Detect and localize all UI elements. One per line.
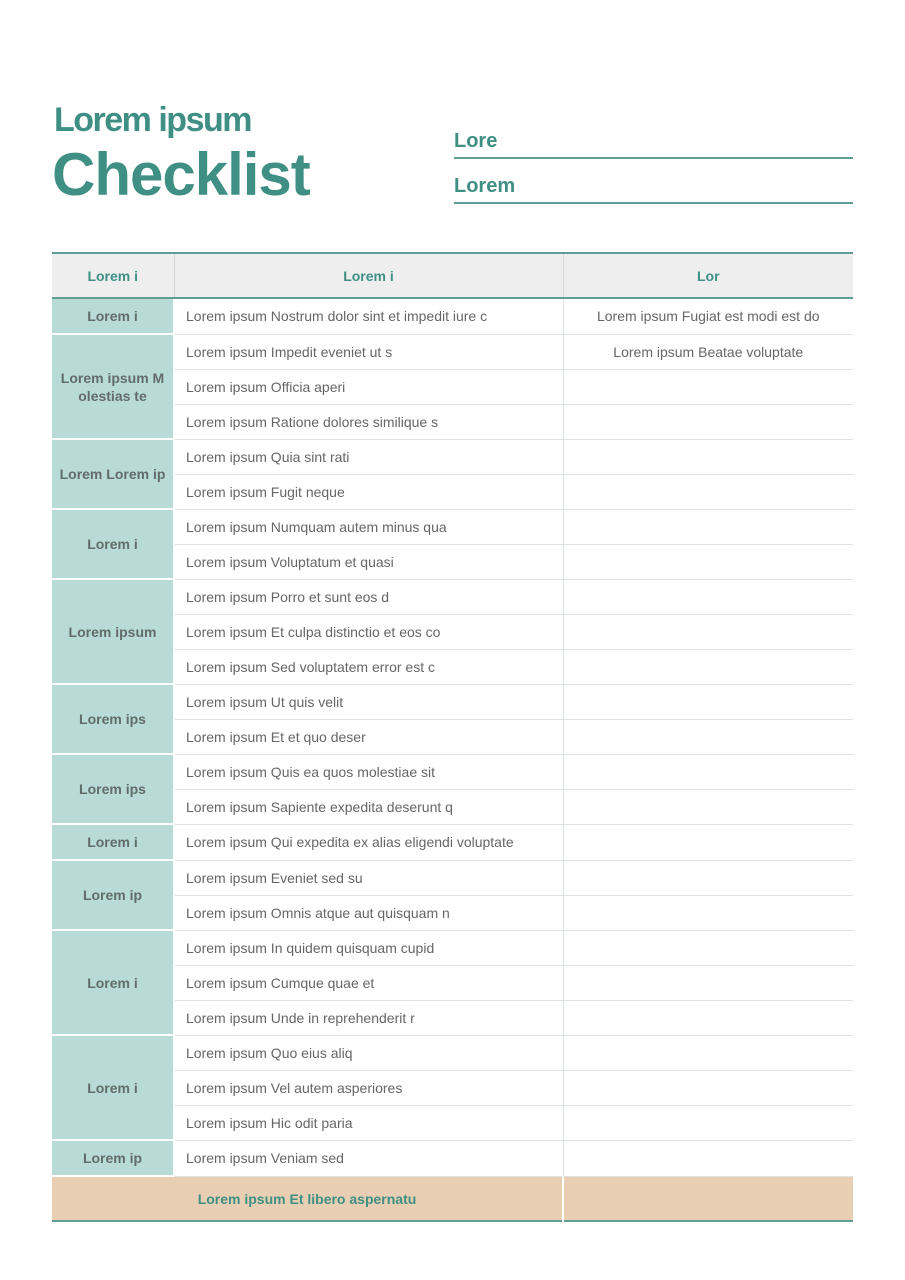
column-header-note: Lor xyxy=(563,253,853,298)
page-subtitle: Lorem ipsum xyxy=(54,101,251,139)
table-row xyxy=(52,930,853,965)
note-cell[interactable] xyxy=(563,614,853,649)
field-line-1[interactable] xyxy=(454,128,853,159)
checklist-item[interactable]: Lorem ipsum Vel autem asperiores xyxy=(174,1070,563,1105)
category-cell: Lorem i xyxy=(52,298,174,334)
note-cell[interactable] xyxy=(563,404,853,439)
checklist-item[interactable]: Lorem ipsum Sed voluptatem error est c xyxy=(174,649,563,684)
checklist-item[interactable]: Lorem ipsum Qui expedita ex alias eligendi voluptate xyxy=(174,824,563,860)
note-cell[interactable] xyxy=(563,579,853,614)
table-row xyxy=(52,754,853,789)
category-cell: Lorem i xyxy=(52,824,174,860)
note-cell[interactable]: Lorem ipsum Fugiat est modi est do xyxy=(563,298,853,334)
category-cell: Lorem ipsum xyxy=(52,579,174,684)
checklist-item[interactable]: Lorem ipsum Omnis atque aut quisquam n xyxy=(174,895,563,930)
checklist-item[interactable]: Lorem ipsum Numquam autem minus qua xyxy=(174,509,563,544)
checklist-item[interactable]: Lorem ipsum Ut quis velit xyxy=(174,684,563,719)
note-cell[interactable] xyxy=(563,1000,853,1035)
note-cell[interactable] xyxy=(563,544,853,579)
note-cell[interactable] xyxy=(563,965,853,1000)
note-cell[interactable] xyxy=(563,684,853,719)
checklist-item[interactable]: Lorem ipsum Quo eius aliq xyxy=(174,1035,563,1070)
checklist-item[interactable]: Lorem ipsum Fugit neque xyxy=(174,474,563,509)
table-row xyxy=(52,579,853,614)
note-cell[interactable] xyxy=(563,439,853,474)
table-row xyxy=(52,860,853,895)
checklist-item[interactable]: Lorem ipsum Unde in reprehenderit r xyxy=(174,1000,563,1035)
table-row xyxy=(52,1035,853,1070)
category-cell: Lorem i xyxy=(52,930,174,1035)
checklist-body xyxy=(52,298,853,1176)
category-cell: Lorem ip xyxy=(52,1140,174,1176)
note-cell[interactable] xyxy=(563,860,853,895)
category-cell: Lorem Lorem ip xyxy=(52,439,174,509)
table-row xyxy=(52,509,853,544)
field-line-2[interactable] xyxy=(454,173,853,204)
note-cell[interactable] xyxy=(563,754,853,789)
column-header-category: Lorem i xyxy=(52,253,174,298)
footer-row xyxy=(52,1176,853,1221)
table-row xyxy=(52,298,853,334)
note-cell[interactable] xyxy=(563,1070,853,1105)
checklist-item[interactable]: Lorem ipsum Quia sint rati xyxy=(174,439,563,474)
table-row xyxy=(52,334,853,369)
checklist-item[interactable]: Lorem ipsum Nostrum dolor sint et impedit iure c xyxy=(174,298,563,334)
note-cell[interactable] xyxy=(563,649,853,684)
checklist-item[interactable]: Lorem ipsum Cumque quae et xyxy=(174,965,563,1000)
note-cell[interactable] xyxy=(563,789,853,824)
category-cell: Lorem ips xyxy=(52,684,174,754)
table-row xyxy=(52,1140,853,1176)
note-cell[interactable] xyxy=(563,1035,853,1070)
note-cell[interactable] xyxy=(563,369,853,404)
page-title: Checklist xyxy=(52,141,310,208)
table-row xyxy=(52,684,853,719)
footer-label: Lorem ipsum Et libero aspernatu xyxy=(52,1176,563,1221)
checklist-item[interactable]: Lorem ipsum Veniam sed xyxy=(174,1140,563,1176)
category-cell: Lorem ip xyxy=(52,860,174,930)
column-header-item: Lorem i xyxy=(174,253,563,298)
category-cell: Lorem i xyxy=(52,509,174,579)
category-cell: Lorem ipsum M olestias te xyxy=(52,334,174,439)
note-cell[interactable] xyxy=(563,1140,853,1176)
checklist-item[interactable]: Lorem ipsum Officia aperi xyxy=(174,369,563,404)
note-cell[interactable] xyxy=(563,824,853,860)
checklist-item[interactable]: Lorem ipsum Sapiente expedita deserunt q xyxy=(174,789,563,824)
checklist-item[interactable]: Lorem ipsum Quis ea quos molestiae sit xyxy=(174,754,563,789)
note-cell[interactable] xyxy=(563,509,853,544)
footer-value[interactable] xyxy=(563,1176,853,1221)
table-row xyxy=(52,439,853,474)
field-label-2: Lorem xyxy=(454,175,516,197)
table-header-row xyxy=(52,253,853,298)
note-cell[interactable] xyxy=(563,895,853,930)
checklist-item[interactable]: Lorem ipsum Ratione dolores similique s xyxy=(174,404,563,439)
checklist-item[interactable]: Lorem ipsum Eveniet sed su xyxy=(174,860,563,895)
checklist-table xyxy=(52,252,853,1222)
note-cell[interactable] xyxy=(563,474,853,509)
checklist-item[interactable]: Lorem ipsum Et et quo deser xyxy=(174,719,563,754)
note-cell[interactable] xyxy=(563,930,853,965)
checklist-item[interactable]: Lorem ipsum Impedit eveniet ut s xyxy=(174,334,563,369)
checklist-item[interactable]: Lorem ipsum Hic odit paria xyxy=(174,1105,563,1140)
field-label-1: Lore xyxy=(454,130,498,152)
note-cell[interactable]: Lorem ipsum Beatae voluptate xyxy=(563,334,853,369)
table-row xyxy=(52,824,853,860)
note-cell[interactable] xyxy=(563,719,853,754)
checklist-item[interactable]: Lorem ipsum Et culpa distinctio et eos co xyxy=(174,614,563,649)
note-cell[interactable] xyxy=(563,1105,853,1140)
category-cell: Lorem i xyxy=(52,1035,174,1140)
checklist-item[interactable]: Lorem ipsum In quidem quisquam cupid xyxy=(174,930,563,965)
checklist-item[interactable]: Lorem ipsum Voluptatum et quasi xyxy=(174,544,563,579)
checklist-item[interactable]: Lorem ipsum Porro et sunt eos d xyxy=(174,579,563,614)
category-cell: Lorem ips xyxy=(52,754,174,824)
